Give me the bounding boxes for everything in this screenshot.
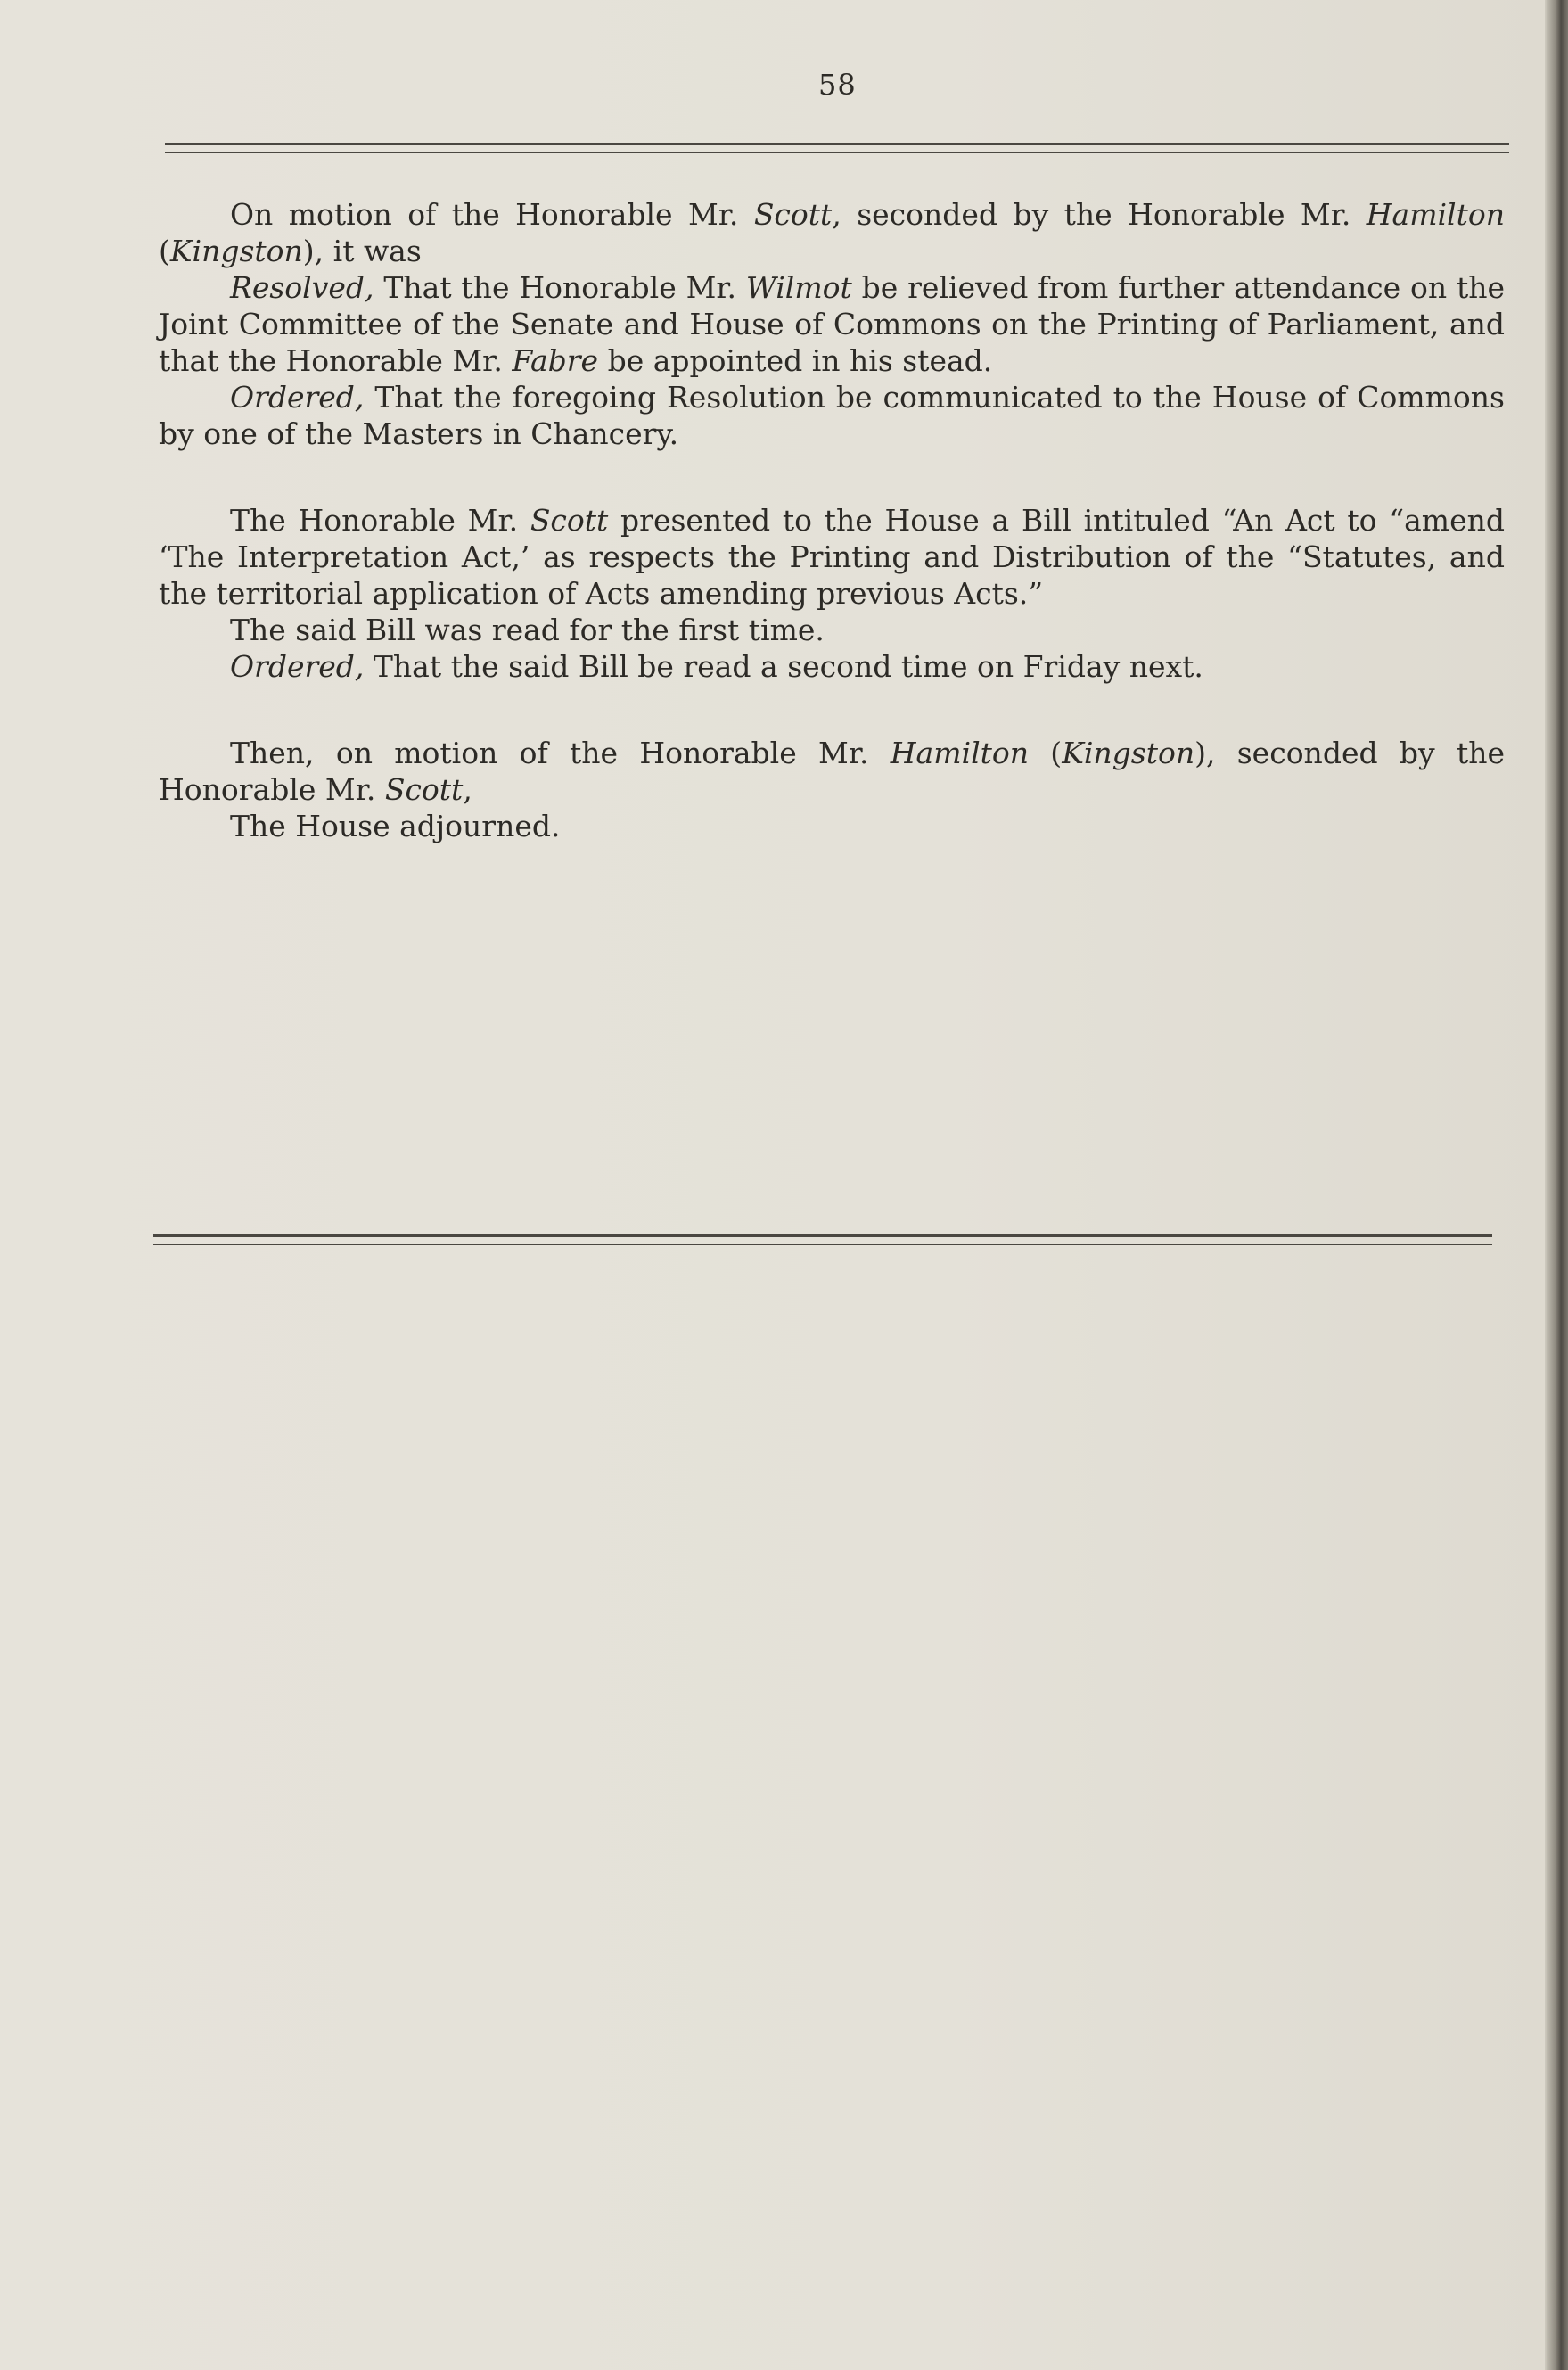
resolution-paragraph: Resolved, That the Honorable Mr. Wilmot be relieved from further attendance on the Joint Committee of the Senate and House of Commons on the Printing of Parliament, and that the Honorable Mr. Fabre be appointed in his stead. xyxy=(159,270,1505,378)
name-scott: Scott xyxy=(530,503,609,538)
first-reading-paragraph: The said Bill was read for the first time. xyxy=(230,613,825,647)
ordered-label: Ordered, xyxy=(230,380,365,415)
adjournment-motion-paragraph: Then, on motion of the Honorable Mr. Hamilton (Kingston), seconded by the Honorable Mr. Scott, xyxy=(159,736,1505,807)
name-scott: Scott xyxy=(753,197,833,232)
name-scott: Scott xyxy=(384,772,464,807)
name-hamilton: Hamilton xyxy=(1366,197,1505,232)
page-number: 58 xyxy=(818,68,857,102)
name-fabre: Fabre xyxy=(512,343,599,378)
resolved-label: Resolved, xyxy=(230,270,374,305)
bill-paragraph: The Honorable Mr. Scott presented to the House a Bill intituled “An Act to “amend ‘The Interpretation Act,’ as respects the Printing and Distribution of the “Statutes, and the territorial application of Acts amending previous Acts.” xyxy=(159,503,1505,611)
page-binding-edge xyxy=(1545,0,1568,2370)
second-reading-order-paragraph: Ordered, That the said Bill be read a second time on Friday next. xyxy=(230,649,1203,684)
order-paragraph: Ordered, That the foregoing Resolution be communicated to the House of Commons by one of the Masters in Chancery. xyxy=(159,380,1505,451)
name-kingston: Kingston xyxy=(169,234,303,268)
ordered-label: Ordered, xyxy=(230,649,365,684)
name-kingston: Kingston xyxy=(1062,736,1195,770)
journal-text xyxy=(159,196,1505,844)
name-hamilton: Hamilton xyxy=(890,736,1030,770)
footer-rule xyxy=(153,1234,1492,1245)
motion-paragraph: On motion of the Honorable Mr. Scott, seconded by the Honorable Mr. Hamilton (Kingston), it was xyxy=(159,197,1505,268)
header-rule xyxy=(165,143,1509,153)
name-wilmot: Wilmot xyxy=(745,270,852,305)
adjourned-paragraph: The House adjourned. xyxy=(230,809,561,843)
